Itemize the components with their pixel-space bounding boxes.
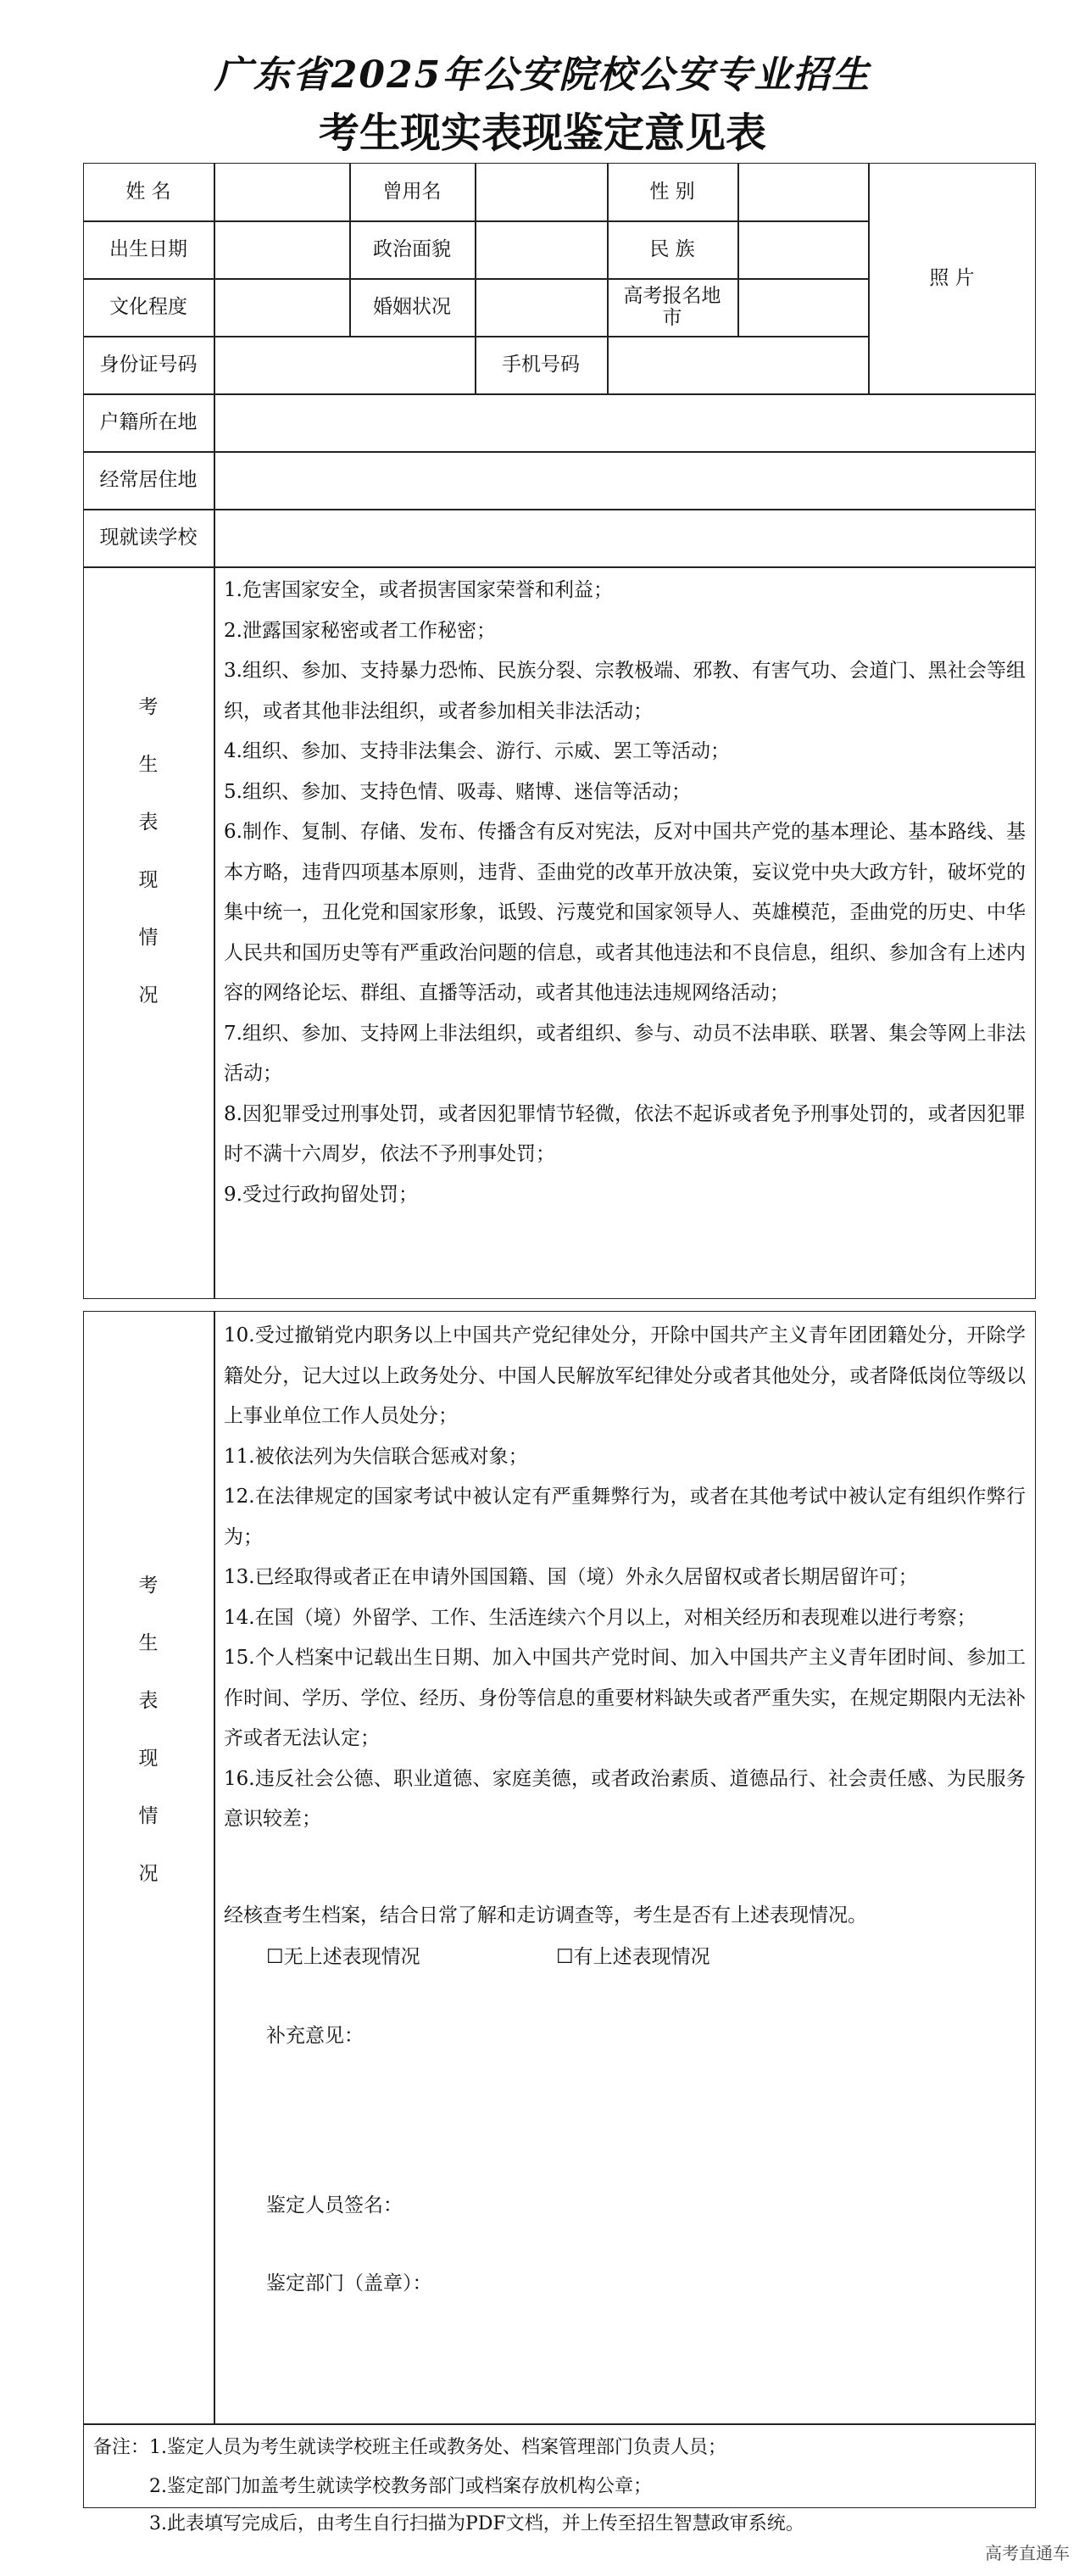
list-item: 7.组织、参加、支持网上非法组织，或者组织、参与、动员不法串联、联署、集会等网上非法活动； bbox=[224, 1022, 1026, 1084]
list-item: 3.组织、参加、支持暴力恐怖、民族分裂、宗教极端、邪教、有害气功、会道门、黑社会等组织，或者其他非法组织，或者参加相关非法活动； bbox=[224, 660, 1026, 722]
list-item: 16.违反社会公德、职业道德、家庭美德，或者政治素质、道德品行、社会责任感、为民服务意识较差； bbox=[224, 1767, 1026, 1830]
marital-field[interactable] bbox=[475, 278, 607, 336]
school-label: 现就读学校 bbox=[99, 526, 198, 549]
former-name-label: 曾用名 bbox=[382, 180, 442, 203]
conduct-items-part1 bbox=[224, 571, 1026, 1215]
education-field[interactable] bbox=[214, 278, 349, 336]
education-label: 文化程度 bbox=[109, 295, 187, 318]
watermark: 高考直通车 bbox=[985, 2543, 1070, 2563]
section-label-2: 考 生 表 现 情 况 bbox=[138, 1575, 159, 1885]
name-label: 姓 名 bbox=[125, 180, 171, 203]
list-item: 13.已经取得或者正在申请外国国籍、国（境）外永久居留权或者长期居留许可； bbox=[224, 1566, 918, 1588]
option-has-conduct[interactable]: ☐有上述表现情况 bbox=[556, 1946, 710, 1968]
household-label: 户籍所在地 bbox=[99, 410, 198, 433]
document-title-line1: 广东省2025年公安院校公安专业招生 bbox=[214, 53, 871, 97]
section-label-1: 考 生 表 现 情 况 bbox=[138, 696, 159, 1006]
residence-label: 经常居住地 bbox=[99, 468, 198, 491]
residence-field[interactable] bbox=[214, 451, 1036, 509]
department-label: 鉴定部门（盖章）： bbox=[266, 2272, 432, 2294]
school-field[interactable] bbox=[214, 509, 1036, 566]
exam-region-field[interactable] bbox=[737, 278, 868, 336]
birth-field[interactable] bbox=[214, 220, 349, 278]
list-item: 11.被依法列为失信联合惩戒对象； bbox=[224, 1445, 528, 1468]
phone-label: 手机号码 bbox=[502, 353, 580, 376]
former-name-field[interactable] bbox=[475, 163, 607, 220]
list-item: 4.组织、参加、支持非法集会、游行、示威、罢工等活动； bbox=[224, 740, 730, 762]
name-field[interactable] bbox=[214, 163, 349, 220]
list-item: 12.在法律规定的国家考试中被认定有严重舞弊行为，或者在其他考试中被认定有组织作弊行为； bbox=[224, 1486, 1026, 1548]
id-label: 身份证号码 bbox=[99, 353, 198, 376]
verification-statement: 经核查考生档案，结合日常了解和走访调查等，考生是否有上述表现情况。 bbox=[224, 1904, 867, 1926]
conduct-items-part2 bbox=[224, 1316, 1026, 1840]
notes-prefix: 备注： bbox=[93, 2437, 150, 2458]
household-field[interactable] bbox=[214, 393, 1036, 451]
political-field[interactable] bbox=[475, 220, 607, 278]
list-item: 8.因犯罪受过刑事处罚，或者因犯罪情节轻微，依法不起诉或者免予刑事处罚的，或者因犯罪时不满十六周岁，依法不予刑事处罚； bbox=[224, 1102, 1026, 1165]
list-item: 14.在国（境）外留学、工作、生活连续六个月以上，对相关经历和表现难以进行考察； bbox=[224, 1606, 976, 1629]
signature-label: 鉴定人员签名： bbox=[266, 2194, 403, 2216]
option-no-conduct[interactable]: ☐无上述表现情况 bbox=[266, 1946, 420, 1968]
ethnicity-label: 民 族 bbox=[649, 237, 695, 260]
gender-label: 性 别 bbox=[649, 180, 695, 203]
photo-box: 照 片 bbox=[929, 266, 975, 289]
list-item: 6.制作、复制、存储、发布、传播含有反对宪法，反对中国共产党的基本理论、基本路线、基本方略，违背四项基本原则，违背、歪曲党的改革开放决策，妄议党中央大政方针，破坏党的集中统一，丑化党和国家形象，诋毁、污蔑党和国家领导人、英雄模范，歪曲党的历史、中华人民共和国历史等有严重政治问题的信息，或者其他违法和不良信息，组织、参加含有上述内容的网络论坛、群组、直播等活动，或者其他违法违规网络活动； bbox=[224, 821, 1026, 1004]
list-item: 5.组织、参加、支持色情、吸毒、赌博、迷信等活动； bbox=[224, 780, 691, 803]
supplement-label: 补充意见： bbox=[266, 2025, 364, 2047]
phone-field[interactable] bbox=[607, 336, 868, 393]
list-item: 1.危害国家安全，或者损害国家荣誉和利益； bbox=[224, 579, 613, 601]
ethnicity-field[interactable] bbox=[737, 220, 868, 278]
list-item: 9.受过行政拘留处罚； bbox=[224, 1183, 418, 1206]
note-item: 2.鉴定部门加盖考生就读学校教务部门或档案存放机构公章； bbox=[149, 2476, 652, 2497]
note-item: 3.此表填写完成后，由考生自行扫描为PDF文档，并上传至招生智慧政审系统。 bbox=[149, 2513, 804, 2534]
list-item: 2.泄露国家秘密或者工作秘密； bbox=[224, 619, 496, 642]
list-item: 15.个人档案中记载出生日期、加入中国共产党时间、加入中国共产主义青年团时间、参加工作时间、学历、学位、经历、身份等信息的重要材料缺失或者严重失实，在规定期限内无法补齐或者无法认定； bbox=[224, 1647, 1026, 1749]
marital-label: 婚姻状况 bbox=[373, 295, 451, 318]
exam-region-label: 高考报名地市 bbox=[623, 284, 721, 329]
note-item: 1.鉴定人员为考生就读学校班主任或教务处、档案管理部门负责人员； bbox=[149, 2437, 726, 2458]
gender-field[interactable] bbox=[737, 163, 868, 220]
political-label: 政治面貌 bbox=[373, 237, 451, 260]
birth-label: 出生日期 bbox=[109, 237, 187, 260]
id-field[interactable] bbox=[214, 336, 475, 393]
list-item: 10.受过撤销党内职务以上中国共产党纪律处分，开除中国共产主义青年团团籍处分，开除学籍处分，记大过以上政务处分、中国人民解放军纪律处分或者其他处分，或者降低岗位等级以上事业单位工作人员处分； bbox=[224, 1324, 1026, 1427]
document-title-line2: 考生现实表现鉴定意见表 bbox=[318, 109, 766, 157]
